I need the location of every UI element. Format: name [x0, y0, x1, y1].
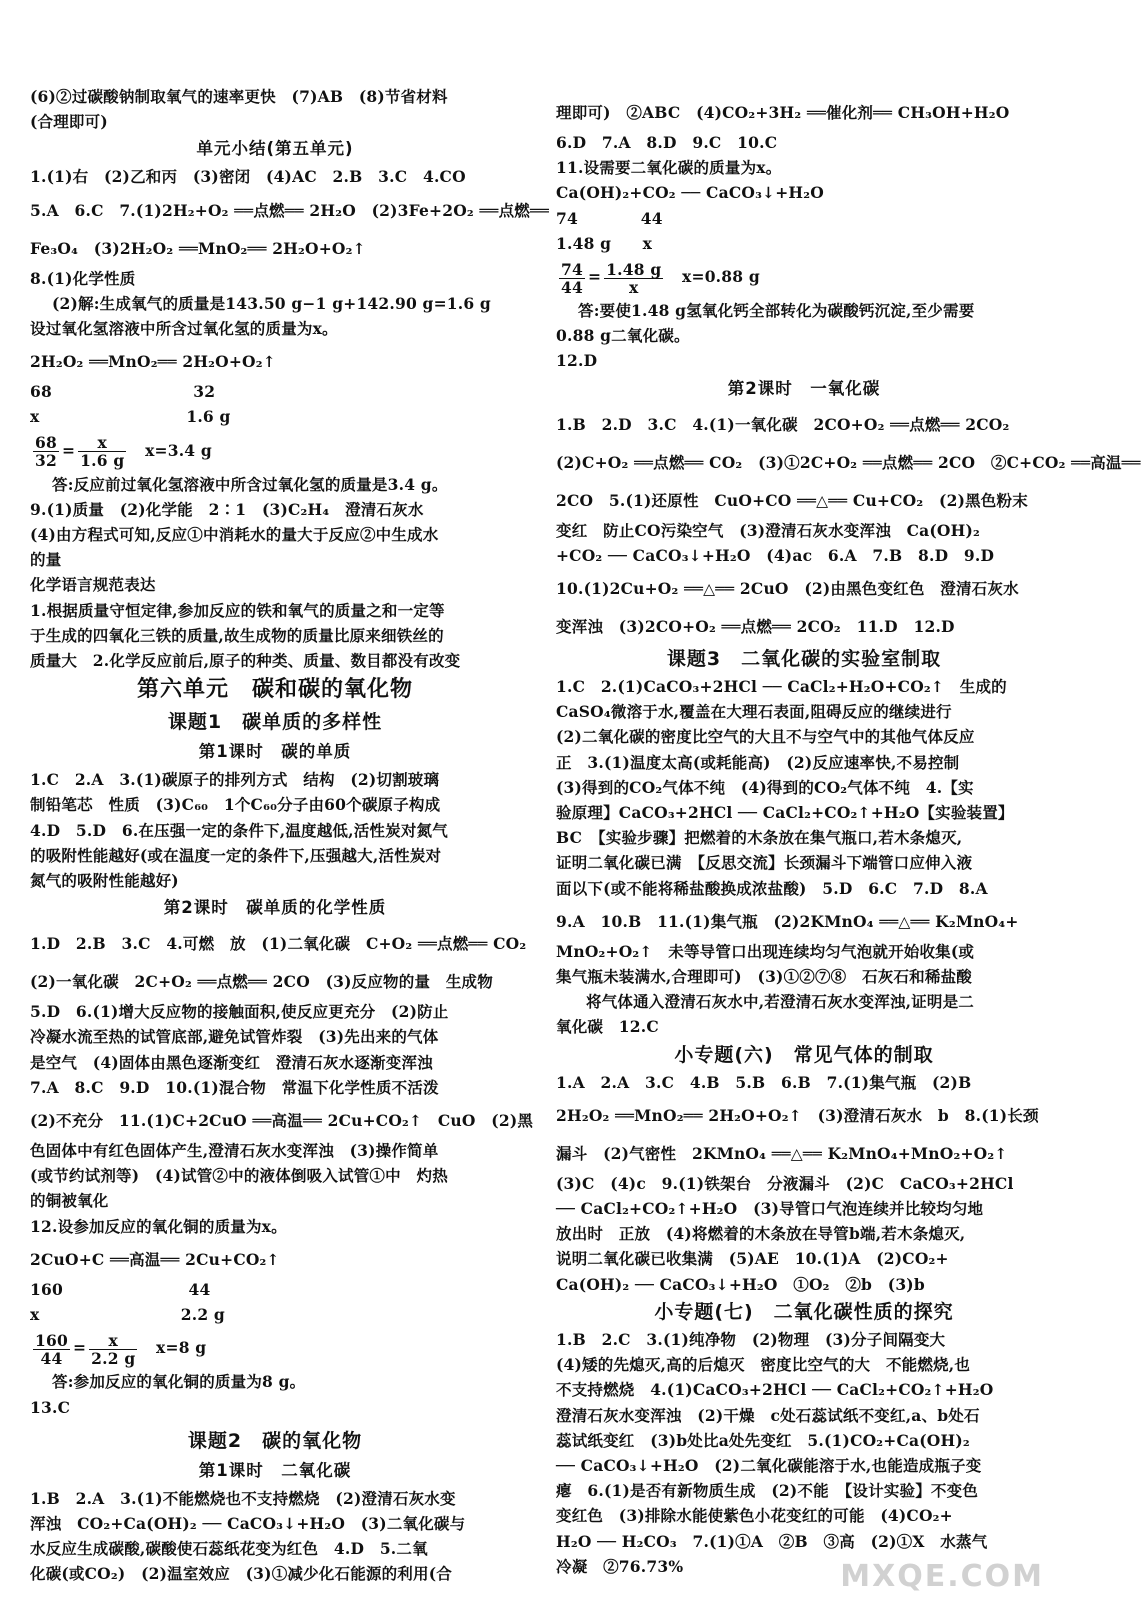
text-line: 11.设需要二氧化碳的质量为x。 — [556, 158, 782, 178]
section-heading: 第1课时 二氧化碳 — [198, 1460, 352, 1480]
fraction-numerator: x — [89, 1332, 137, 1350]
text-line: 制铅笔芯 性质 (3)C₆₀ 1个C₆₀分子由60个碳原子构成 — [30, 795, 441, 815]
text-line: (合理即可) — [30, 112, 108, 132]
text-line: 氮气的吸附性能越好) — [30, 871, 179, 891]
text-line: 2H₂O₂ ══MnO₂══ 2H₂O+O₂↑ — [30, 352, 276, 372]
lesson-heading: 课题2 碳的氧化物 — [187, 1429, 363, 1452]
fraction-result: x=8 g — [140, 1338, 207, 1358]
text-line: 蕊试纸变红 (3)b处比a处先变红 5.(1)CO₂+Ca(OH)₂ — [556, 1430, 970, 1450]
text-line: 2CuO+C ══高温══ 2Cu+CO₂↑ — [30, 1249, 280, 1269]
lesson-heading: 小专题(七) 二氧化碳性质的探究 — [654, 1300, 954, 1323]
text-line: Ca(OH)₂ ── CaCO₃↓+H₂O ①O₂ ②b (3)b — [556, 1274, 925, 1294]
text-line: 说明二氧化碳已收集满 (5)AE 10.(1)A (2)CO₂+ — [556, 1249, 949, 1269]
text-line: 5.A 6.C 7.(1)2H₂+O₂ ══点燃══ 2H₂O (2)3Fe+2O₂ ══点燃══ — [30, 200, 550, 220]
text-line: (6)②过碳酸钠制取氧气的速率更快 (7)AB (8)节省材料 — [30, 87, 448, 106]
text-line: 12.设参加反应的氧化铜的质量为x。 — [30, 1216, 287, 1236]
fraction-result: x=0.88 g — [666, 267, 760, 287]
text-line: 水反应生成碳酸,碳酸使石蕊纸花变为红色 4.D 5.二氧 — [30, 1539, 428, 1559]
text-line: 冷凝水流至热的试管底部,避免试管炸裂 (3)先出来的气体 — [30, 1027, 439, 1047]
fraction-denominator: 1.6 g — [80, 451, 125, 471]
text-line: H₂O ── H₂CO₃ 7.(1)①A ②B ③高 (2)①X 水蒸气 — [556, 1531, 988, 1551]
text-line: (4)由方程式可知,反应①中消耗水的量大于反应②中生成水 — [30, 525, 439, 545]
text-line: x 1.6 g — [30, 407, 231, 427]
text-line: 面以下(或不能将稀盐酸换成浓盐酸) 5.D 6.C 7.D 8.A — [556, 878, 988, 898]
text-line: 8.(1)化学性质 — [30, 268, 136, 288]
text-line: 2CO 5.(1)还原性 CuO+CO ══△══ Cu+CO₂ (2)黑色粉末 — [556, 490, 1028, 510]
text-line: 答:要使1.48 g氢氧化钙全部转化为碳酸钙沉淀,至少需要 — [578, 301, 975, 321]
left-column — [30, 84, 550, 1587]
text-line: (或节约试剂等) (4)试管②中的液体倒吸入试管①中 灼热 — [30, 1166, 448, 1186]
text-line: 是空气 (4)固体由黑色逐渐变红 澄清石灰水逐渐变浑浊 — [30, 1052, 433, 1072]
section-heading: 第2课时 碳单质的化学性质 — [163, 898, 387, 918]
text-line: 集气瓶未装满水,合理即可) (3)①②⑦⑧ 石灰石和稀盐酸 — [556, 967, 972, 987]
text-line: x 2.2 g — [30, 1305, 225, 1325]
text-line: ── CaCl₂+CO₂↑+H₂O (3)导管口气泡连续并比较均匀地 — [556, 1199, 984, 1219]
text-line: 1.根据质量守恒定律,参加反应的铁和氧气的质量之和一定等 — [30, 600, 445, 620]
section-heading: 第2课时 一氧化碳 — [727, 378, 881, 398]
fraction — [559, 261, 585, 296]
text-line: 1.B 2.A 3.(1)不能燃烧也不支持燃烧 (2)澄清石灰水变 — [30, 1488, 456, 1508]
text-line: +CO₂ ── CaCO₃↓+H₂O (4)ac 6.A 7.B 8.D 9.D — [556, 545, 995, 565]
fraction-numerator: 160 — [35, 1330, 68, 1350]
text-line: 氧化碳 12.C — [556, 1017, 659, 1037]
text-line — [30, 430, 520, 472]
equals-sign: = — [72, 1338, 87, 1358]
text-line: MnO₂+O₂↑ 未等导管口出现连续均匀气泡就开始收集(或 — [556, 941, 975, 961]
text-line: 9.(1)质量 (2)化学能 2∶1 (3)C₂H₄ 澄清石灰水 — [30, 499, 424, 519]
text-line: 1.C 2.(1)CaCO₃+2HCl ── CaCl₂+H₂O+CO₂↑ 生成的 — [556, 677, 1007, 697]
text-line: 2H₂O₂ ══MnO₂══ 2H₂O+O₂↑ (3)澄清石灰水 b 8.(1)长颈 — [556, 1105, 1039, 1125]
text-line: 的吸附性能越好(或在温度一定的条件下,压强越大,活性炭对 — [30, 845, 442, 865]
text-line: Ca(OH)₂+CO₂ ── CaCO₃↓+H₂O — [556, 183, 824, 203]
fraction — [89, 1332, 137, 1367]
text-line: (4)矮的先熄灭,高的后熄灭 密度比空气的大 不能燃烧,也 — [556, 1355, 971, 1375]
text-line: (3)得到的CO₂气体不纯 (4)得到的CO₂气体不纯 4.【实 — [556, 777, 974, 797]
text-line: 浑浊 CO₂+Ca(OH)₂ ── CaCO₃↓+H₂O (3)二氧化碳与 — [30, 1513, 466, 1533]
text-line: 12.D — [556, 351, 598, 371]
text-line: 验原理】CaCO₃+2HCl ── CaCl₂+CO₂↑+H₂O【实验装置】 — [556, 803, 1014, 823]
text-line: 13.C — [30, 1397, 71, 1417]
fraction-denominator: 32 — [35, 451, 57, 471]
text-line: 1.C 2.A 3.(1)碳原子的排列方式 结构 (2)切割玻璃 — [30, 770, 440, 790]
right-column — [556, 92, 1141, 1579]
lesson-heading: 课题1 碳单质的多样性 — [167, 711, 383, 734]
text-line: 证明二氧化碳已满 【反思交流】长颈漏斗下端管口应伸入液 — [556, 853, 973, 873]
fraction-denominator: x — [629, 277, 639, 297]
text-line: 1.A 2.A 3.C 4.B 5.B 6.B 7.(1)集气瓶 (2)B — [556, 1072, 972, 1092]
text-line: 不支持燃烧 4.(1)CaCO₃+2HCl ── CaCl₂+CO₂↑+H₂O — [556, 1380, 994, 1400]
text-line — [30, 1327, 520, 1369]
text-line: 澄清石灰水变浑浊 (2)干燥 c处石蕊试纸不变红,a、b处石 — [556, 1405, 980, 1425]
text-line: 漏斗 (2)气密性 2KMnO₄ ══△══ K₂MnO₄+MnO₂+O₂↑ — [556, 1143, 1008, 1163]
text-line: ── CaCO₃↓+H₂O (2)二氧化碳能溶于水,也能造成瓶子变 — [556, 1455, 982, 1475]
fraction — [78, 434, 126, 469]
section-heading: 第1课时 碳的单质 — [198, 742, 352, 762]
lesson-heading: 小专题(六) 常见气体的制取 — [674, 1043, 934, 1066]
fraction-numerator: 1.48 g — [606, 259, 662, 279]
text-line: 10.(1)2Cu+O₂ ══△══ 2CuO (2)由黑色变红色 澄清石灰水 — [556, 579, 1019, 599]
text-line: 160 44 — [30, 1279, 211, 1299]
text-line: 答:参加反应的氧化铜的质量为8 g。 — [52, 1372, 306, 1392]
fraction — [604, 261, 663, 296]
fraction — [33, 1332, 70, 1367]
watermark-logo: MXQE.COM — [840, 1559, 1044, 1594]
text-line: 1.B 2.C 3.(1)纯净物 (2)物理 (3)分子间隔变大 — [556, 1329, 946, 1349]
text-line: 74 44 — [556, 208, 663, 228]
text-line: 1.D 2.B 3.C 4.可燃 放 (1)二氧化碳 C+O₂ ══点燃══ CO₂ — [30, 934, 527, 954]
fraction-result: x=3.4 g — [129, 440, 212, 460]
text-line: (2)不充分 11.(1)C+2CuO ══高温══ 2Cu+CO₂↑ CuO (2)黑 — [30, 1111, 534, 1131]
text-line: 变红色 (3)排除水能使紫色小花变红的可能 (4)CO₂+ — [556, 1506, 953, 1526]
fraction-denominator: 44 — [561, 277, 583, 297]
text-line: 1.(1)右 (2)乙和丙 (3)密闭 (4)AC 2.B 3.C 4.CO — [30, 167, 466, 187]
text-line: (2)解:生成氧气的质量是143.50 g−1 g+142.90 g=1.6 g — [52, 293, 491, 313]
text-line — [556, 256, 1052, 298]
text-line: 变浑浊 (3)2CO+O₂ ══点燃══ 2CO₂ 11.D 12.D — [556, 617, 955, 637]
fraction — [33, 434, 59, 469]
text-line: 5.D 6.(1)增大反应物的接触面积,使反应更充分 (2)防止 — [30, 1002, 449, 1022]
text-line: (3)C (4)c 9.(1)铁架台 分液漏斗 (2)C CaCO₃+2HCl — [556, 1173, 1014, 1193]
text-line: 化学语言规范表达 — [30, 575, 156, 595]
text-line: (2)一氧化碳 2C+O₂ ══点燃══ 2CO (3)反应物的量 生成物 — [30, 972, 493, 992]
text-line: 6.D 7.A 8.D 9.C 10.C — [556, 133, 778, 152]
equals-sign: = — [61, 440, 76, 460]
section-heading: 单元小结(第五单元) — [196, 139, 354, 159]
unit-heading: 第六单元 碳和碳的氧化物 — [136, 677, 413, 703]
text-line: 于生成的四氧化三铁的质量,故生成物的质量比原来细铁丝的 — [30, 625, 444, 645]
text-line: 设过氧化氢溶液中所含过氧化氢的质量为x。 — [30, 319, 338, 339]
fraction-numerator: 74 — [561, 259, 583, 279]
fraction-numerator: x — [78, 434, 126, 452]
fraction-denominator: 44 — [40, 1348, 63, 1368]
fraction-denominator: 2.2 g — [91, 1348, 136, 1368]
text-line: 的量 — [30, 550, 62, 570]
text-line: Fe₃O₄ (3)2H₂O₂ ══MnO₂══ 2H₂O+O₂↑ — [30, 238, 366, 258]
text-line: CaSO₄微溶于水,覆盖在大理石表面,阻碍反应的继续进行 — [556, 702, 952, 722]
text-line: BC 【实验步骤】把燃着的木条放在集气瓶口,若木条熄灭, — [556, 828, 963, 848]
text-line: 化碳(或CO₂) (2)温室效应 (3)①减少化石能源的利用(合 — [30, 1564, 452, 1584]
text-line: 0.88 g二氧化碳。 — [556, 326, 690, 346]
text-line: 1.48 g x — [556, 233, 653, 253]
text-line: (2)二氧化碳的密度比空气的大且不与空气中的其他气体反应 — [556, 727, 975, 747]
text-line: 答:反应前过氧化氢溶液中所含过氧化氢的质量是3.4 g。 — [52, 474, 448, 494]
text-line: 9.A 10.B 11.(1)集气瓶 (2)2KMnO₄ ══△══ K₂MnO₄+ — [556, 911, 1019, 931]
lesson-heading: 课题3 二氧化碳的实验室制取 — [666, 648, 942, 671]
text-line: 放出时 正放 (4)将燃着的木条放在导管b端,若木条熄灭, — [556, 1224, 966, 1244]
text-line: 质量大 2.化学反应前后,原子的种类、质量、数目都没有改变 — [30, 651, 461, 671]
text-line: 7.A 8.C 9.D 10.(1)混合物 常温下化学性质不活泼 — [30, 1077, 439, 1097]
text-line: 68 32 — [30, 382, 216, 402]
text-line: 色固体中有红色固体产生,澄清石灰水变浑浊 (3)操作简单 — [30, 1141, 439, 1161]
text-line: 瘪 6.(1)是否有新物质生成 (2)不能 【设计实验】不变色 — [556, 1481, 979, 1501]
text-line: 4.D 5.D 6.在压强一定的条件下,温度越低,活性炭对氮气 — [30, 820, 448, 840]
text-line: (2)C+O₂ ══点燃══ CO₂ (3)①2C+O₂ ══点燃══ 2CO ②C+CO₂ ══高温══ — [556, 452, 1141, 472]
fraction-numerator: 68 — [35, 433, 57, 453]
text-line: 冷凝 ②76.73% — [556, 1556, 684, 1576]
text-line: 变红 防止CO污染空气 (3)澄清石灰水变浑浊 Ca(OH)₂ — [556, 520, 980, 540]
equals-sign: = — [587, 267, 602, 287]
text-line: 的铜被氧化 — [30, 1191, 109, 1211]
text-line: 1.B 2.D 3.C 4.(1)一氧化碳 2CO+O₂ ══点燃══ 2CO₂ — [556, 414, 1010, 434]
text-line: 理即可) ②ABC (4)CO₂+3H₂ ══催化剂══ CH₃OH+H₂O — [556, 103, 1010, 122]
text-line: 将气体通入澄清石灰水中,若澄清石灰水变浑浊,证明是二 — [586, 992, 974, 1012]
text-line: 正 3.(1)温度太高(或耗能高) (2)反应速率快,不易控制 — [556, 752, 960, 772]
